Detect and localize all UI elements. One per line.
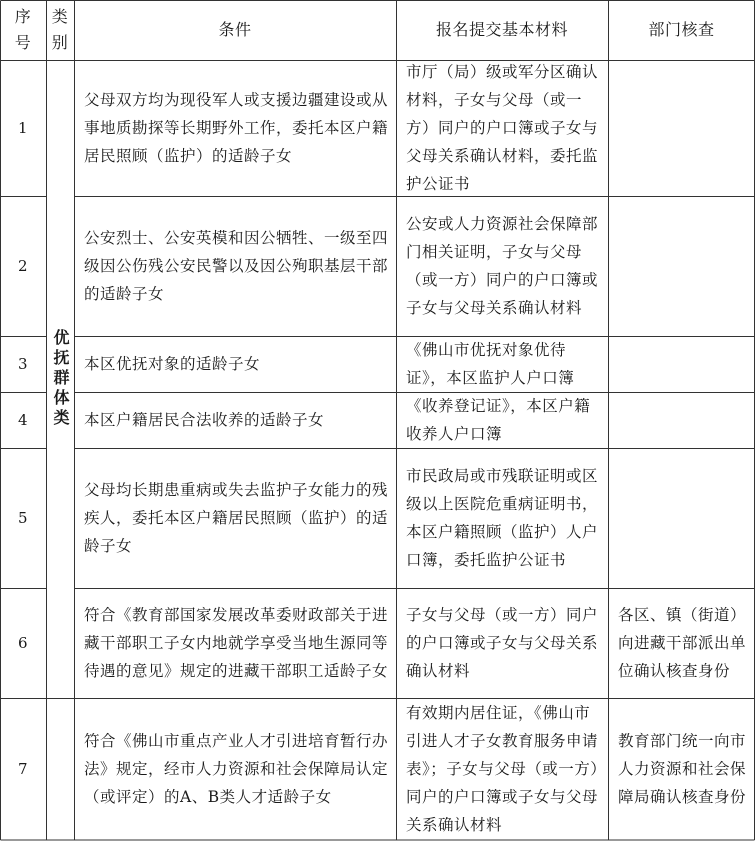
header-seq — [0, 0, 46, 60]
row-4-materials — [396, 392, 608, 448]
row-5-condition-text: 父母均长期患重病或失去监护子女能力的残疾人，委托本区户籍居民照顾（监护）的适龄子女 — [84, 481, 389, 555]
row-5-condition — [74, 448, 396, 588]
row-4-review — [608, 392, 755, 448]
header-category-char-2: 别 — [51, 33, 69, 52]
row-6-condition-text: 符合《教育部国家发展改革委财政部关于进藏干部职工子女内地就学享受当地生源同等待遇的意见》规定的进藏干部职工适龄子女 — [84, 606, 389, 680]
row-1-review — [608, 60, 755, 196]
row-4-condition — [74, 392, 396, 448]
row-2-materials-text: 公安或人力资源社会保障部门相关证明，子女与父母（或一方）同户的户口簿或子女与父母关系确认材料 — [406, 215, 599, 317]
row-3-condition — [74, 336, 396, 392]
row-1-condition-text: 父母双方均为现役军人或支援边疆建设或从事地质勘探等长期野外工作，委托本区户籍居民照顾（监护）的适龄子女 — [84, 91, 389, 165]
category-label: 优抚群体类 — [51, 329, 70, 429]
row-7-number: 7 — [17, 760, 29, 778]
row-1-materials-text: 市厅（局）级或军分区确认材料，子女与父母（或一方）同户的户口簿或子女与父母关系确认材料，委托监护公证书 — [406, 63, 599, 193]
row-3-materials — [396, 336, 608, 392]
row-2-condition-text: 公安烈士、公安英模和因公牺牲、一级至四级因公伤残公安民警以及因公殉职基层干部的适龄子女 — [84, 229, 389, 303]
row-7-materials-text: 有效期内居住证，《佛山市引进人才子女教育服务申请表》；子女与父母（或一方）同户的户口簿或子女与父母关系确认材料 — [406, 704, 599, 834]
row-7-materials — [396, 698, 608, 840]
header-category-char-1: 类 — [51, 7, 69, 26]
row-7-category-blank — [46, 698, 74, 840]
row-4-materials-text: 《收养登记证》，本区户籍收养人户口簿 — [406, 397, 591, 443]
row-3-number: 3 — [17, 355, 29, 373]
row-7-condition-text: 符合《佛山市重点产业人才引进培育暂行办法》规定，经市人力资源和社会保障局认定（或评定）的A、B类人才适龄子女 — [84, 732, 389, 806]
row-6-review — [608, 588, 755, 698]
row-5-review — [608, 448, 755, 588]
row-6-number: 6 — [17, 634, 29, 652]
row-2-review — [608, 196, 755, 336]
header-category — [46, 0, 74, 60]
row-6-condition — [74, 588, 396, 698]
row-6-materials-text: 子女与父母（或一方）同户的户口簿或子女与父母关系确认材料 — [406, 606, 599, 680]
row-4-condition-text: 本区户籍居民合法收养的适龄子女 — [84, 411, 325, 429]
category-cell — [46, 60, 74, 698]
row-5-number: 5 — [17, 509, 29, 527]
row-2-condition — [74, 196, 396, 336]
row-2-number: 2 — [17, 257, 29, 275]
row-6-review-text: 各区、镇（街道）向进藏干部派出单位确认核查身份 — [618, 606, 747, 680]
row-7-review — [608, 698, 755, 840]
row-3-condition-text: 本区优抚对象的适龄子女 — [84, 355, 261, 373]
header-review: 部门核查 — [648, 20, 715, 39]
row-7-review-text: 教育部门统一向市人力资源和社会保障局确认核查身份 — [618, 732, 747, 806]
row-6-materials — [396, 588, 608, 698]
row-7-condition — [74, 698, 396, 840]
header-seq-char-2: 号 — [14, 33, 32, 52]
row-4-number: 4 — [17, 411, 29, 429]
row-3-review — [608, 336, 755, 392]
header-seq-char-1: 序 — [14, 7, 32, 26]
row-1-number: 1 — [17, 119, 29, 137]
row-1-materials — [396, 60, 608, 196]
row-3-materials-text: 《佛山市优抚对象优待证》，本区监护人户口簿 — [406, 341, 575, 387]
row-5-materials — [396, 448, 608, 588]
row-5-materials-text: 市民政局或市残联证明或区级以上医院危重病证明书，本区户籍照顾（监护）人户口簿，委托监护公证书 — [406, 467, 599, 569]
header-condition: 条件 — [218, 20, 252, 39]
header-materials: 报名提交基本材料 — [435, 20, 568, 39]
row-2-materials — [396, 196, 608, 336]
row-1-condition — [74, 60, 396, 196]
